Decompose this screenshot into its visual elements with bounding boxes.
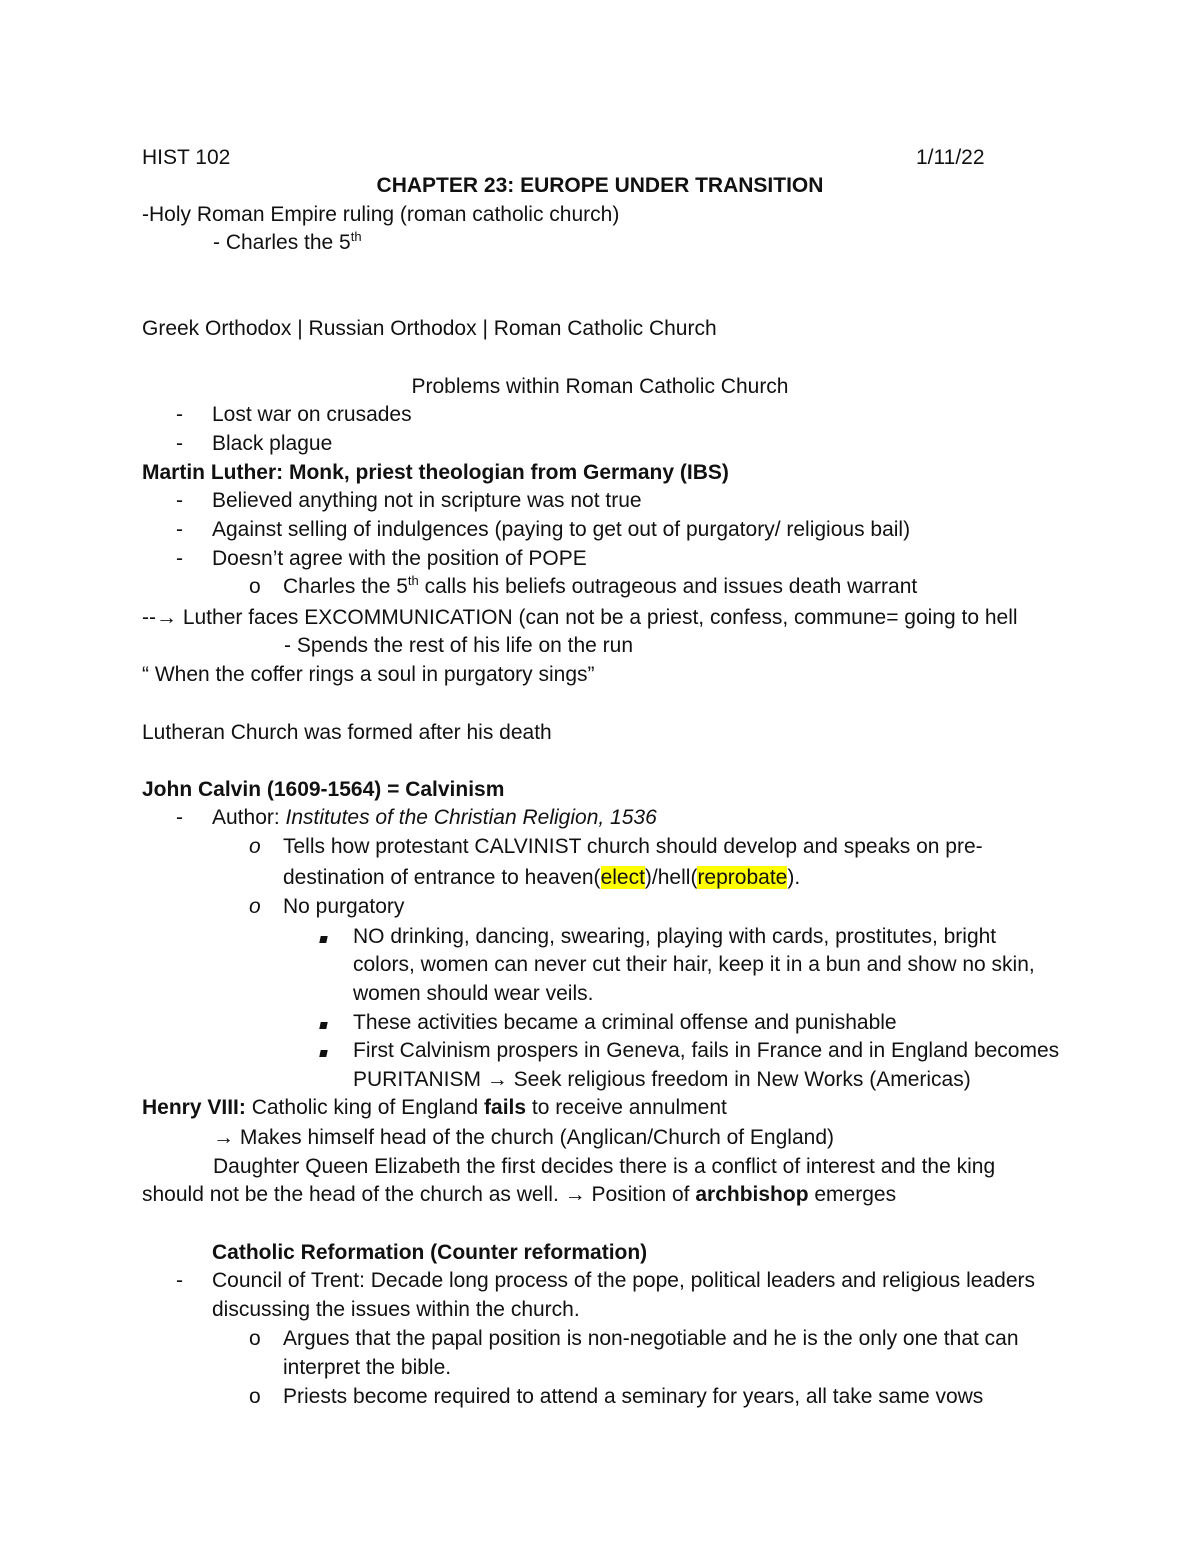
dash-bullet: -	[176, 489, 183, 512]
luther-sub-sup: th	[407, 573, 419, 588]
problems-heading: Problems within Roman Catholic Church	[411, 375, 789, 398]
reform-heading: Catholic Reformation (Counter reformation)	[212, 1241, 648, 1264]
course-code: HIST 102	[142, 146, 231, 169]
circle-bullet-icon: o	[249, 575, 261, 598]
elect-highlight: elect	[600, 866, 645, 889]
square-bullet-icon	[320, 1038, 327, 1064]
dash-bullet: -	[176, 518, 183, 541]
problem-item: Black plague	[212, 432, 333, 455]
rule-1-line-c: women should wear veils.	[353, 982, 594, 1005]
henry-head-line: → Makes himself head of the church (Anglican/Church of England)	[213, 1126, 834, 1149]
luther-item: Doesn’t agree with the position of POPE	[212, 547, 587, 570]
daughter-text-a: should not be the head of the church as well. → Position of	[142, 1183, 696, 1206]
daughter-line-1: Daughter Queen Elizabeth the first decides there is a conflict of interest and the king	[213, 1155, 996, 1178]
circle-bullet-icon: o	[249, 835, 261, 858]
luther-item: Against selling of indulgences (paying to get out of purgatory/ religious bail)	[212, 518, 911, 541]
trent-line-2: discussing the issues within the church.	[212, 1298, 580, 1321]
calvin-heading: John Calvin (1609-1564) = Calvinism	[142, 778, 505, 801]
rule-3-line-b: PURITANISM → Seek religious freedom in New Works (Americas)	[353, 1068, 971, 1091]
hre-sub-sup: th	[350, 229, 362, 244]
argues-line-1: Argues that the papal position is non-negotiable and he is the only one that can	[283, 1327, 1019, 1350]
dash-bullet: -	[176, 1269, 183, 1292]
on-the-run-line: - Spends the rest of his life on the run	[284, 634, 634, 657]
tells-text-c: ).	[787, 866, 801, 889]
henry-line	[142, 1095, 727, 1121]
calvin-author-line	[212, 805, 657, 831]
tells-text-a: destination of entrance to heaven(	[283, 866, 601, 889]
problem-item: Lost war on crusades	[212, 403, 412, 426]
rule-3-line-a: First Calvinism prospers in Geneva, fails in France and in England becomes	[353, 1039, 1060, 1062]
quote-line: “ When the coffer rings a soul in purgatory sings”	[142, 663, 595, 686]
rule-2-line: These activities became a criminal offense and punishable	[353, 1011, 897, 1034]
note-date: 1/11/22	[916, 146, 985, 169]
square-bullet-icon	[320, 1010, 327, 1036]
circle-bullet-icon: o	[249, 1327, 261, 1350]
archbishop-word: archbishop	[695, 1183, 809, 1206]
hre-sub-line	[213, 230, 362, 256]
hre-sub-text: - Charles the 5	[213, 231, 351, 254]
churches-line: Greek Orthodox | Russian Orthodox | Roman Catholic Church	[142, 317, 717, 340]
rule-1-line-b: colors, women can never cut their hair, keep it in a bun and show no skin,	[353, 953, 1035, 976]
reprobate-highlight: reprobate	[697, 866, 788, 889]
henry-text-b: to receive annulment	[526, 1096, 727, 1119]
luther-sub-suffix: calls his beliefs outrageous and issues death warrant	[418, 575, 918, 598]
tells-text-b: )/hell(	[644, 866, 698, 889]
dash-bullet: -	[176, 806, 183, 829]
luther-sub-item	[283, 574, 917, 600]
circle-bullet-icon: o	[249, 1385, 261, 1408]
calvin-tells-line-2	[283, 865, 800, 891]
square-bullet-icon	[320, 924, 327, 950]
dash-bullet: -	[176, 403, 183, 426]
argues-line-2: interpret the bible.	[283, 1356, 452, 1379]
rule-1-line-a: NO drinking, dancing, swearing, playing with cards, prostitutes, bright	[353, 925, 997, 948]
no-purgatory-line: No purgatory	[283, 895, 405, 918]
excommunication-line: --→ Luther faces EXCOMMUNICATION (can not be a priest, confess, commune= going to hell	[142, 606, 1018, 629]
page-title: CHAPTER 23: EUROPE UNDER TRANSITION	[376, 174, 824, 197]
trent-line-1: Council of Trent: Decade long process of the pope, political leaders and religious leaders	[212, 1269, 1035, 1292]
author-label: Author:	[212, 806, 286, 829]
author-work: Institutes of the Christian Religion, 1536	[285, 806, 657, 829]
henry-text-a: Catholic king of England	[245, 1096, 485, 1119]
calvin-tells-line-1: Tells how protestant CALVINIST church should develop and speaks on pre-	[283, 835, 983, 858]
hre-line: -Holy Roman Empire ruling (roman catholic church)	[142, 203, 620, 226]
dash-bullet: -	[176, 547, 183, 570]
priests-line: Priests become required to attend a seminary for years, all take same vows	[283, 1385, 984, 1408]
luther-item: Believed anything not in scripture was not true	[212, 489, 642, 512]
luther-heading: Martin Luther: Monk, priest theologian from Germany (IBS)	[142, 461, 729, 484]
luther-sub-prefix: Charles the 5	[283, 575, 408, 598]
daughter-text-b: emerges	[808, 1183, 897, 1206]
daughter-line-2	[142, 1182, 896, 1208]
circle-bullet-icon: o	[249, 895, 261, 918]
henry-name: Henry VIII:	[142, 1096, 246, 1119]
lutheran-line: Lutheran Church was formed after his death	[142, 721, 552, 744]
dash-bullet: -	[176, 432, 183, 455]
henry-fails: fails	[484, 1096, 527, 1119]
